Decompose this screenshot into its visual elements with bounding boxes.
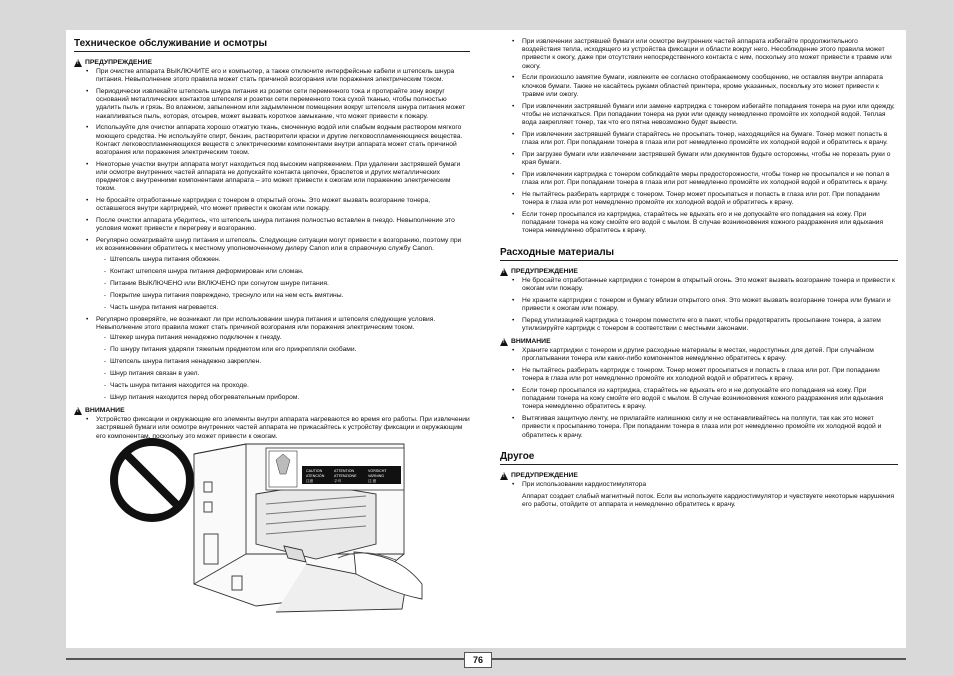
caution-heading: ! ВНИМАНИЕ <box>500 337 898 346</box>
section-title-consumables: Расходные материалы <box>500 247 898 261</box>
page-number: 76 <box>464 652 492 668</box>
label-atencion-text: ATENCIÓN <box>306 474 325 478</box>
right-column <box>500 38 898 510</box>
list-item: • Перед утилизацией картриджа с тонером поместите его в пакет, чтобы предотвратить просыпание тонера, а затем утилизируйте картридж с тонером в соответствии с местными законами. <box>508 317 898 333</box>
list-item: - Питание ВЫКЛЮЧЕНО или ВКЛЮЧЕНО при согнутом шнуре питания. <box>104 280 470 288</box>
manual-page <box>66 30 906 648</box>
label-caution-text: CAUTION <box>306 469 323 473</box>
list-item: • Если тонер просыпался из картриджа, старайтесь не вдыхать его и не допускайте его попадания на кожу. При попадании тонера на кожу смойте его водой с мылом. В случае возникновения кожного раздражения или вдыхания тонера немедленно обратитесь к врачу. <box>508 211 898 236</box>
list-item: • При извлечении застрявшей бумаги или замене картриджа с тонером избегайте попадания тонера на руки или одежду, чтобы не испачкаться. При попадании тонера на руки или одежду немедленно промойте их холодной водой. Теплая вода закрепляет тонер, так что его пятна невозможно будет вывести. <box>508 103 898 128</box>
list-item: • Устройство фиксации и окружающие его элементы внутри аппарата нагреваются во время его работы. При извлечении застрявшей бумаги или осмотре внутренних частей аппарата не прикасайтесь к устройству фиксации и окружающим его компонентам, поскольку это может привести к ожогам. <box>82 416 470 441</box>
list-item: • Используйте для очистки аппарата хорошо отжатую ткань, смоченную водой или слабым водным раствором мягкого моющего средства. Не используйте спирт, бензин, растворители краски и другие легковоспламеняющиеся вещества. Контакт легковоспламеняющихся веществ с электрическими компонентами внутри аппарата может стать причиной возгорания или поражения электрическим током. <box>82 124 470 157</box>
warning-heading: ! ПРЕДУПРЕЖДЕНИЕ <box>500 471 898 480</box>
list-item: • Регулярно осматривайте шнур питания и штепсель. Следующие ситуации могут привести к возгоранию, поэтому при их возникновении обратитесь к местному уполномоченному дилеру Canon или в справочную службу Canon. - Штепсель шнура питания обожжен. - Контакт штепселя шнура питания деформирован или сломан. - Питание ВЫКЛЮЧЕНО или ВКЛЮЧЕНО при согнутом шнуре питания. - Покрытие шнура питания повреждено, треснуло или на нем есть вмятины. - Часть шнура питания нагревается. <box>82 237 470 312</box>
list-item: • При извлечении застрявшей бумаги или осмотре внутренних частей аппарата избегайте продолжительного воздействия тепла, исходящего из устройства фиксации и области вокруг него. Несоблюдение этого правила может привести к ожогу, даже при отсутствии непосредственного контакта с ним, поскольку это может привести к травме или ожогу. <box>508 38 898 71</box>
list-item: • Периодически извлекайте штепсель шнура питания из розетки сети переменного тока и протирайте зону вокруг оснований металлических контактов штепселя и розетки сети переменного тока сухой тканью, чтобы полностью удалить пыль и грязь. Во влажном, запыленном или задымленном помещении вокруг штепселя шнура питания может накапливаться пыль, которая, отсырев, может вызвать короткое замыкание, что может привести к пожару. <box>82 88 470 121</box>
label-attenzione-text: ATTENZIONE <box>334 474 357 478</box>
section-title-other: Другое <box>500 451 898 465</box>
caution-heading: ! ВНИМАНИЕ <box>74 406 470 415</box>
list-item: - Штепсель шнура питания обожжен. <box>104 256 470 264</box>
warning-icon <box>500 472 508 480</box>
list-item: • Если произошло замятие бумаги, извлеките ее согласно отображаемому сообщению, не оставляя внутри аппарата клочков бумаги. Также не касайтесь руками областей принтера, кроме указанных, поскольку это может привести к травме или ожогу. <box>508 74 898 99</box>
list-item: - Контакт штепселя шнура питания деформирован или сломан. <box>104 268 470 276</box>
list-item: - По шнуру питания ударяли тяжелым предметом или его прикрепляли скобами. <box>104 346 470 354</box>
caution-icon <box>74 407 82 415</box>
list-item: • Если тонер просыпался из картриджа, старайтесь не вдыхать его и не допускайте его попадания на кожу. При попадании тонера на кожу смойте его водой с мылом. В случае возникновения кожного раздражения или вдыхания тонера немедленно обратитесь к врачу. <box>508 387 898 412</box>
list-item: • Некоторые участки внутри аппарата могут находиться под высоким напряжением. При удалении застрявшей бумаги или осмотре внутренних частей аппарата не допускайте контакта цепочек, браслетов и других металлических предметов с внутренними компонентами аппарата – это может привести к ожогам или поражению электрическим током. <box>82 161 470 194</box>
list-item: • При загрузке бумаги или извлечении застрявшей бумаги или документов будьте осторожны, чтобы не порезать руки о края бумаги. <box>508 151 898 167</box>
sub-list-a <box>96 256 470 312</box>
list-item: • Не бросайте отработанные картриджи с тонером в открытый огонь. Это может вызвать возгорание тонера, оставшегося внутри картриджей, что может привести к ожогам или пожару. <box>82 197 470 213</box>
caution-icon <box>500 338 508 346</box>
section-title-maintenance: Техническое обслуживание и осмотры <box>74 38 470 52</box>
warning-icon <box>500 268 508 276</box>
list-item: • Не пытайтесь разбирать картридж с тонером. Тонер может просыпаться и попасть в глаза или рот. При попадании тонера в глаза или рот немедленно промойте их холодной водой и обратитесь к врачу. <box>508 191 898 207</box>
label-attention-text: ATTENTION <box>334 469 355 473</box>
list-item: • Регулярно проверяйте, не возникают ли при использовании шнура питания и штепселя следующие условия. Невыполнение этого правила может стать причиной возгорания или поражения электрическим током. - Штекер шнура питания ненадежно подключен к гнезду. - По шнуру питания ударяли тяжелым предметом или его прикрепляли скобами. - Штепсель шнура питания ненадежно закреплен. - Шнур питания связан в узел. - Часть шнура питания находится на проходе. - Шнур питания находится перед обогревательным прибором. <box>82 316 470 403</box>
warning-list <box>74 68 470 402</box>
list-item: • Не бросайте отработанные картриджи с тонером в открытый огонь. Это может вызвать возгорание тонера и привести к ожогам или пожару. <box>508 277 898 293</box>
warning-heading: ! ПРЕДУПРЕЖДЕНИЕ <box>74 58 470 67</box>
list-item: • Вытягивая защитную ленту, не прилагайте излишнюю силу и не останавливайтесь на полпути, так как это может привести к просыпанию тонера. При попадании тонера в глаза или рот немедленно промойте их холодной водой и обратитесь к врачу. <box>508 415 898 440</box>
sub-list-b <box>96 334 470 402</box>
warning-heading: ! ПРЕДУПРЕЖДЕНИЕ <box>500 267 898 276</box>
label-vorsicht-text: VORSICHT <box>368 469 387 473</box>
warning-icon <box>74 59 82 67</box>
list-item: • При извлечении картриджа с тонером соблюдайте меры предосторожности, чтобы тонер не просыпался и не попал в глаза или рот. При попадании тонера в глаза или рот немедленно промойте их холодной водой и обратитесь к врачу. <box>508 171 898 187</box>
fixing-unit-illustration <box>106 434 434 614</box>
list-item: - Шнур питания связан в узел. <box>104 370 470 378</box>
list-item: • Не пытайтесь разбирать картридж с тонером. Тонер может просыпаться и попасть в глаза или рот. При попадании тонера в глаза или рот немедленно промойте их холодной водой и обратитесь к врачу. <box>508 367 898 383</box>
consumables-caution-list <box>500 347 898 440</box>
list-item: • Не храните картриджи с тонером и бумагу вблизи открытого огня. Это может вызвать возгорание тонера или бумаги и привести к ожогам или пожару. <box>508 297 898 313</box>
list-item: • Храните картриджи с тонером и другие расходные материалы в местах, недоступных для детей. При случайном проглатывании тонера или каких-либо компонентов немедленно обратитесь к врачу. <box>508 347 898 363</box>
list-item: - Часть шнура питания находится на проходе. <box>104 382 470 390</box>
caution-label <box>266 448 404 490</box>
left-column <box>74 38 470 444</box>
prohibition-icon <box>114 442 190 518</box>
label-zh-text: 注意 <box>306 479 314 483</box>
list-item: • При очистке аппарата ВЫКЛЮЧИТЕ его и компьютер, а также отключите интерфейсные кабели и штепсель шнура питания. Невыполнение этого правила может стать причиной возгорания или поражения электрическим током. <box>82 68 470 84</box>
other-warning-text: Аппарат создает слабый магнитный поток. Если вы используете кардиостимулятор и чувствуете некоторые нарушения его работы, отойдите от аппарата и немедленно обратитесь к врачу. <box>522 493 895 509</box>
consumables-warning-list <box>500 277 898 333</box>
list-item: - Часть шнура питания нагревается. <box>104 304 470 312</box>
list-item: • При извлечении застрявшей бумаги старайтесь не просыпать тонер, находящийся на бумаге. Тонер может попасть в глаза или рот. При попадании тонера в глаза или рот немедленно промойте их холодной водой и обратитесь к врачу. <box>508 131 898 147</box>
label-varning-text: VARNING <box>368 474 385 478</box>
label-ja-text: 注 意 <box>368 479 377 483</box>
list-item: • При использовании кардиостимулятора <box>508 481 898 489</box>
label-ko-text: 주의 <box>334 479 341 483</box>
list-item: - Штепсель шнура питания ненадежно закреплен. <box>104 358 470 366</box>
continued-caution-list <box>500 38 898 235</box>
other-warning-list <box>500 481 898 489</box>
list-item: - Шнур питания находится перед обогревательным прибором. <box>104 394 470 402</box>
list-item: - Штекер шнура питания ненадежно подключен к гнезду. <box>104 334 470 342</box>
list-item: - Покрытие шнура питания повреждено, треснуло или на нем есть вмятины. <box>104 292 470 300</box>
list-item: • После очистки аппарата убедитесь, что штепсель шнура питания полностью вставлен в гнездо. Невыполнение это условия может привести к перегреву и возгоранию. <box>82 217 470 233</box>
